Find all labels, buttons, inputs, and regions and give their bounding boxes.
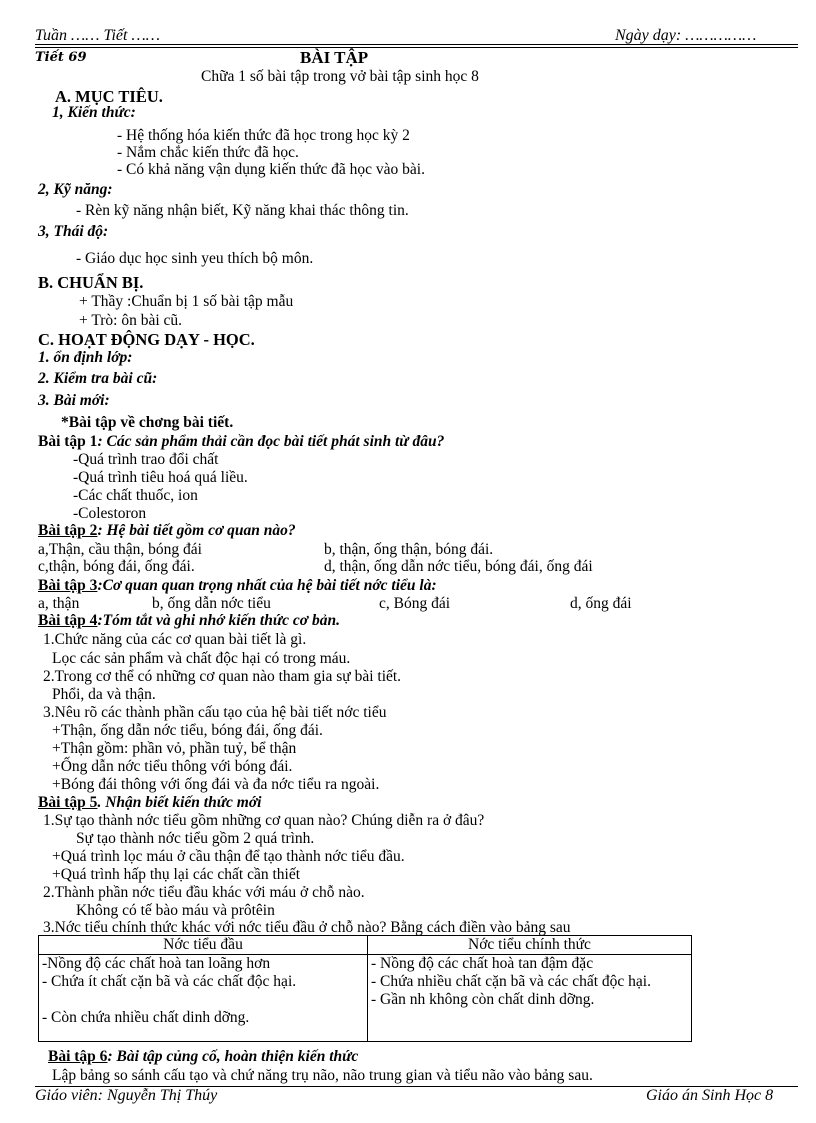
- exercise-2-question: [38, 522, 296, 540]
- exercise-label: Bài tập 1: [38, 433, 98, 450]
- page-subtitle: Chữa 1 số bài tập trong vở bài tập sinh học 8: [201, 68, 479, 85]
- summary-line: +Thận gồm: phần vỏ, phần tuỷ, bể thận: [52, 740, 297, 757]
- section-a-heading: A. MỤC TIÊU.: [55, 87, 163, 106]
- exercise-label: Bài tập 6: [48, 1048, 108, 1065]
- exercise-6-line: Lập bảng so sánh cấu tạo và chứ năng trụ não, não trung gian và tiểu não vào bảng sau.: [52, 1067, 593, 1084]
- exercise-4-question: [38, 612, 340, 630]
- table-header-initial-urine: Nớc tiểu đầu: [39, 936, 368, 955]
- header-rule-second: [35, 47, 798, 48]
- summary-line: 2.Trong cơ thể có những cơ quan nào tham gia sự bài tiết.: [43, 668, 402, 685]
- table-header-row: [39, 936, 692, 955]
- step-item: 2. Kiểm tra bài cũ:: [38, 370, 158, 387]
- exercise-question: :Cơ quan quan trọng nhất của hệ bài tiết nớc tiểu là:: [97, 577, 437, 594]
- table-cell-line: - Còn chứa nhiều chất dinh dỡng.: [42, 1009, 250, 1026]
- new-knowledge-line: +Quá trình lọc máu ở cầu thận để tạo thành nớc tiểu đầu.: [52, 848, 405, 865]
- step-item: 3. Bài mới:: [38, 392, 110, 409]
- footer-subject: Giáo án Sinh Học 8: [646, 1087, 774, 1104]
- table-cell-line: -Nồng độ các chất hoà tan loãng hơn: [42, 955, 271, 972]
- new-knowledge-line: 1.Sự tạo thành nớc tiểu gồm những cơ quan nào? Chúng diễn ra ở đâu?: [43, 812, 485, 829]
- new-knowledge-line: 3.Nớc tiểu chính thức khác với nớc tiểu đầu ở chỗ nào? Bằng cách điền vào bảng sau: [43, 919, 571, 936]
- summary-line: 3.Nêu rõ các thành phần cấu tạo của hệ bài tiết nớc tiểu: [43, 704, 387, 721]
- table-cell-line: - Chứa nhiều chất cặn bã và các chất độc hại.: [371, 973, 651, 990]
- urine-comparison-table: [38, 935, 692, 1042]
- summary-line: 1.Chức năng của các cơ quan bài tiết là gì.: [43, 631, 307, 648]
- table-cell-line: - Nồng độ các chất hoà tan đậm đặc: [371, 955, 594, 972]
- skills-item: - Rèn kỹ năng nhận biết, Kỹ năng khai thác thông tin.: [76, 202, 409, 219]
- topic-heading: *Bài tập về chơng bài tiết.: [61, 414, 234, 431]
- table-cell-initial-urine: [39, 955, 368, 1042]
- table-cell-official-urine: [368, 955, 692, 1042]
- new-knowledge-line: 2.Thành phần nớc tiểu đầu khác với máu ở chỗ nào.: [43, 884, 365, 901]
- summary-line: +Bóng đái thông với ống đái và đa nớc tiểu ra ngoài.: [52, 776, 380, 793]
- new-knowledge-line: Không có tế bào máu và prôtêin: [76, 902, 275, 919]
- attitude-heading: 3, Thái độ:: [38, 223, 109, 240]
- answer-item: -Quá trình tiêu hoá quá liều.: [73, 469, 248, 486]
- exercise-question: : Các sản phẩm thải cần đọc bài tiết phát sinh từ đâu?: [97, 433, 445, 450]
- knowledge-item: - Hệ thống hóa kiến thức đã học trong học kỳ 2: [117, 127, 410, 144]
- new-knowledge-line: Sự tạo thành nớc tiểu gồm 2 quá trình.: [76, 830, 315, 847]
- preparation-item: + Trò: ôn bài cũ.: [79, 312, 183, 329]
- summary-line: +Thận, ống dẫn nớc tiểu, bóng đái, ống đái.: [52, 722, 323, 739]
- option-d: d, ống đái: [570, 595, 632, 612]
- table-cell-line: - Chứa ít chất cặn bã và các chất độc hại.: [42, 973, 297, 990]
- preparation-item: + Thầy :Chuẩn bị 1 số bài tập mẫu: [79, 293, 294, 310]
- exercise-label: Bài tập 5: [38, 794, 98, 811]
- answer-item: -Colestoron: [73, 505, 147, 522]
- exercise-label: Bài tập 2: [38, 522, 98, 539]
- option-b: b, ống dẫn nớc tiểu: [152, 595, 271, 612]
- knowledge-heading: 1, Kiến thức:: [52, 104, 136, 121]
- exercise-label: Bài tập 4: [38, 612, 98, 629]
- option-c: c,thận, bóng đái, ống đái.: [38, 558, 195, 575]
- option-d: d, thận, ống dẫn nớc tiểu, bóng đái, ống đái: [324, 558, 593, 575]
- answer-item: -Các chất thuốc, ion: [73, 487, 198, 504]
- summary-line: +Ống dẫn nớc tiểu thông với bóng đái.: [52, 758, 293, 775]
- exercise-question: : Hệ bài tiết gồm cơ quan nào?: [97, 522, 296, 539]
- exercise-label: Bài tập 3: [38, 577, 98, 594]
- exercise-question: . Nhận biết kiến thức mới: [97, 794, 262, 811]
- knowledge-item: - Nắm chắc kiến thức đã học.: [117, 144, 299, 161]
- new-knowledge-line: +Quá trình hấp thụ lại các chất cần thiết: [52, 866, 301, 883]
- exercise-question: : Bài tập củng cố, hoàn thiện kiến thức: [107, 1048, 359, 1065]
- footer-teacher: Giáo viên: Nguyễn Thị Thúy: [35, 1087, 218, 1104]
- table-cell-line: - Gần nh không còn chất dinh dỡng.: [371, 991, 595, 1008]
- header-teaching-date: Ngày dạy: ……………: [615, 27, 757, 44]
- exercise-question: :Tóm tắt và ghi nhớ kiến thức cơ bản.: [97, 612, 340, 629]
- page-title: BÀI TẬP: [300, 48, 369, 67]
- option-a: a,Thận, cầu thận, bóng đái: [38, 541, 202, 558]
- step-item: 1. ổn định lớp:: [38, 349, 133, 366]
- option-a: a, thận: [38, 595, 80, 612]
- section-b-heading: B. CHUẨN BỊ.: [38, 273, 144, 292]
- exercise-3-question: [38, 577, 437, 595]
- option-b: b, thận, ống thận, bóng đái.: [324, 541, 494, 558]
- skills-heading: 2, Kỹ năng:: [38, 181, 113, 198]
- exercise-1-question: [38, 433, 444, 451]
- exercise-6-question: [48, 1048, 358, 1066]
- option-c: c, Bóng đái: [379, 595, 451, 612]
- header-week-period: Tuần …… Tiết ……: [35, 27, 160, 44]
- answer-item: -Quá trình trao đổi chất: [73, 451, 219, 468]
- section-c-heading: C. HOẠT ĐỘNG DẠY - HỌC.: [38, 330, 255, 349]
- summary-line: Phổi, da và thận.: [52, 686, 156, 703]
- table-row: [39, 955, 692, 1042]
- table-header-official-urine: Nớc tiểu chính thức: [368, 936, 692, 955]
- header-rule: [35, 44, 798, 45]
- knowledge-item: - Có khả năng vận dụng kiến thức đã học vào bài.: [117, 161, 425, 178]
- lesson-number: Tiết 69: [35, 50, 87, 65]
- summary-line: Lọc các sản phẩm và chất độc hại có trong máu.: [52, 650, 351, 667]
- attitude-item: - Giáo dục học sinh yeu thích bộ môn.: [76, 250, 314, 267]
- exercise-5-question: [38, 794, 261, 812]
